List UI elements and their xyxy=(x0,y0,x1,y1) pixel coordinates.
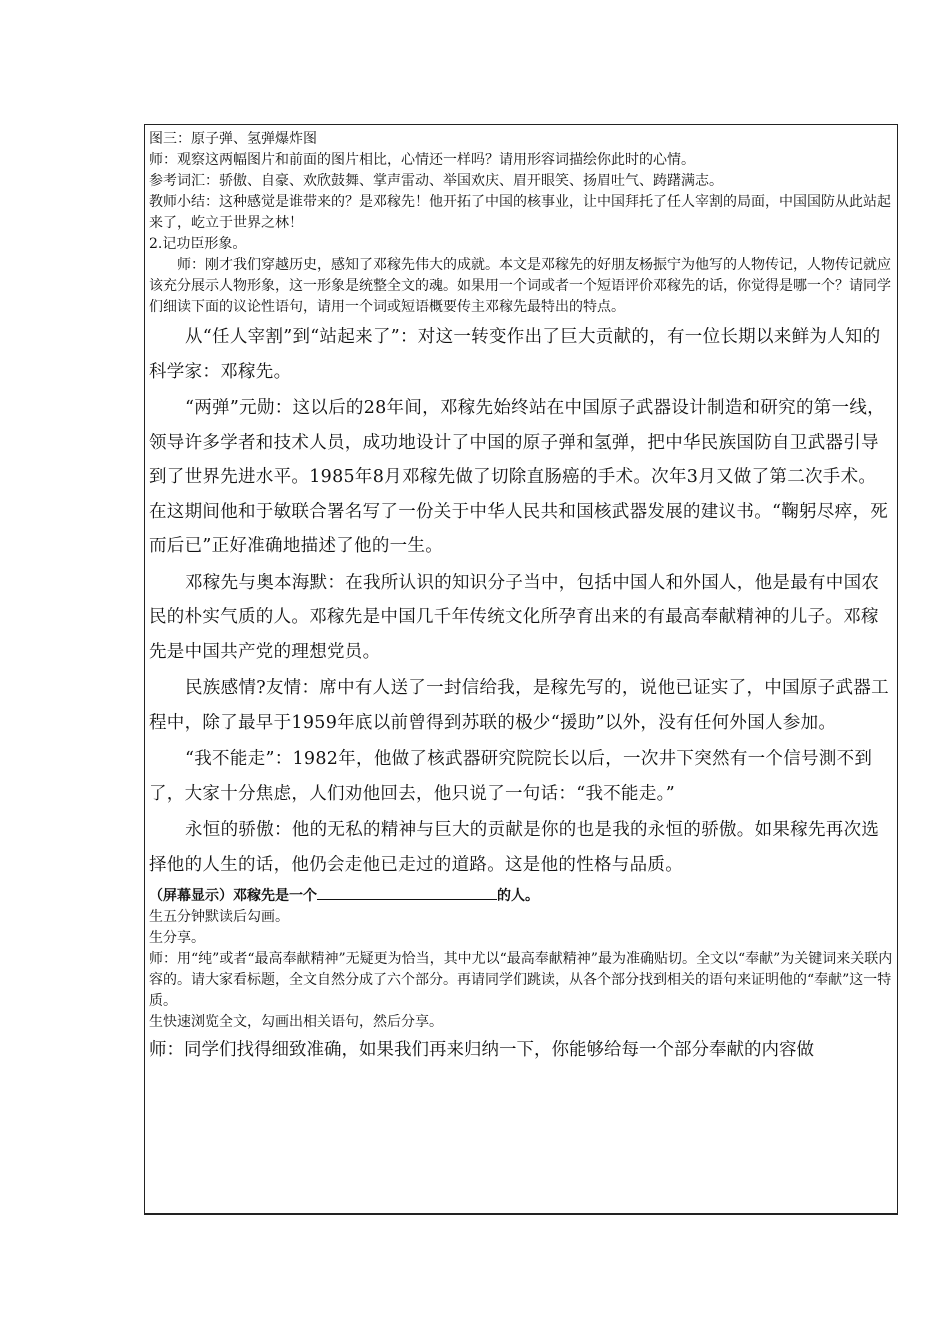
fill-in-blank xyxy=(317,887,497,900)
teacher-question: 师：观察这两幅图片和前面的图片相比，心情还一样吗？请用形容词描绘你此时的心情。 xyxy=(149,152,695,168)
teacher-followup: 师：同学们找得细致准确，如果我们再来归纳一下，你能够给每一个部分奉献的内容做 xyxy=(149,1040,814,1060)
teacher-instruction: 师：刚才我们穿越历史，感知了邓稼先伟大的成就。本文是邓稼先的好朋友杨振宁为他写的人物传记，人物传记就应该充分展示人物形象，这一形象是统整全文的魂。如果用一个词或者一个短语评价邓稼先的话，你觉得是哪一个？请同学们细读下面的议论性语句，请用一个词或短语概要传主邓稼先最特出的特点。 xyxy=(149,257,891,315)
section-heading: 2.记功臣形象。 xyxy=(149,236,247,252)
passage-2: “两弹”元勋：这以后的28年间，邓稼先始终站在中国原子武器设计制造和研究的第一线，领导许多学者和技术人员，成功地设计了中国的原子弹和氢弹，把中华民族国防自卫武器引导到了世界先进水平。1985年8月邓稼先做了切除直肠癌的手术。次年3月又做了第二次手术。在这期间他和于敏联合署名写了一份关于中华人民共和国核武器发展的建议书。“鞠躬尽瘁，死而后已”正好准确地描述了他的一生。 xyxy=(149,398,889,556)
teacher-commentary: 师：用“纯”或者“最高奉献精神”无疑更为恰当，其中尤以“最高奉献精神”最为准确贴切。全文以“奉献”为关键词来关联内容的。请大家看标题，全文自然分成了六个部分。再请同学们跳读，从各个部分找到相关的语句来证明他的“奉献”这一特质。 xyxy=(149,951,893,1009)
reference-vocabulary: 参考词汇：骄傲、自豪、欢欣鼓舞、掌声雷动、举国欢庆、眉开眼笑、扬眉吐气、踌躇满志。 xyxy=(149,173,723,189)
passage-1: 从“任人宰割”到“站起来了”：对这一转变作出了巨大贡献的，有一位长期以来鲜为人知的科学家：邓稼先。 xyxy=(149,327,881,382)
passage-3: 邓稼先与奥本海默：在我所认识的知识分子当中，包括中国人和外国人，他是最有中国农民的朴实气质的人。邓稼先是中国几千年传统文化所孕育出来的有最高奉献精神的儿子。邓稼先是中国共产党的理想党员。 xyxy=(149,572,880,662)
prompt-before: （屏幕显示）邓稼先是一个 xyxy=(149,888,317,904)
quoted-passages xyxy=(149,320,893,882)
lesson-plan-table-cell xyxy=(144,124,898,1215)
figure-caption: 图三：原子弹、氢弹爆炸图 xyxy=(149,131,317,147)
teacher-summary: 教师小结：这种感觉是谁带来的？是邓稼先！他开拓了中国的核事业，让中国拜托了任人宰割的局面，中国国防从此站起来了，屹立于世界之林！ xyxy=(149,194,891,231)
cell-content xyxy=(145,125,897,1065)
passage-6: 永恒的骄傲：他的无私的精神与巨大的贡献是你的也是我的永恒的骄傲。如果稼先再次选择他的人生的话，他仍会走他已走过的道路。这是他的性格与品质。 xyxy=(149,820,880,875)
student-activity-3: 生快速浏览全文，勾画出相关语句，然后分享。 xyxy=(149,1014,443,1030)
passage-4: 民族感情?友情：席中有人送了一封信给我，是稼先写的，说他已证实了，中国原子武器工程中，除了最早于1959年底以前曾得到苏联的极少“援助”以外，没有任何外国人参加。 xyxy=(149,678,889,733)
screen-prompt xyxy=(149,886,893,907)
passage-5: “我不能走”：1982年，他做了核武器研究院院长以后，一次井下突然有一个信号測不到了，大家十分焦虑，人们劝他回去，他只说了一句话：“我不能走。” xyxy=(149,749,873,804)
student-activity-2: 生分享。 xyxy=(149,930,205,946)
prompt-after: 的人。 xyxy=(497,888,539,904)
student-activity-1: 生五分钟默读后勾画。 xyxy=(149,909,289,925)
